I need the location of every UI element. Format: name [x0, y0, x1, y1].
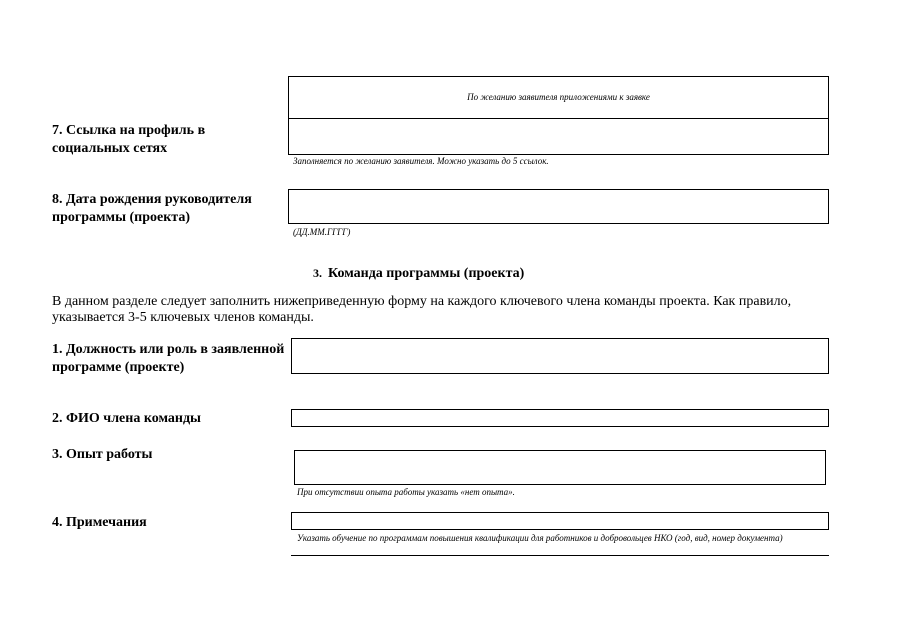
- leader-birthdate-input[interactable]: [288, 189, 829, 224]
- previous-field-note: По желанию заявителя приложениями к заявке: [467, 92, 650, 102]
- team-role-label: 1. Должность или роль в заявленной программе (проекте): [52, 342, 285, 375]
- team-notes-hint: Указать обучение по программам повышения квалификации для работников и добровольцев НКО (год, вид, номер документа): [297, 533, 783, 543]
- social-profile-label: 7. Ссылка на профиль в социальных сетях: [52, 123, 206, 156]
- team-experience-label: 3. Опыт работы: [52, 447, 153, 462]
- team-role-input[interactable]: [291, 338, 829, 374]
- team-name-label: 2. ФИО члена команды: [52, 411, 201, 426]
- section-description: В данном разделе следует заполнить нижеприведенную форму на каждого ключевого члена команды проекта. Как правило, указывается 3-5 ключевых членов команды.: [52, 294, 792, 325]
- leader-birthdate-hint: (ДД.ММ.ГГГГ): [293, 227, 351, 237]
- section-title-text: Команда программы (проекта): [328, 266, 525, 281]
- team-name-input[interactable]: [291, 409, 829, 427]
- leader-birthdate-label: 8. Дата рождения руководителя программы (проекта): [52, 192, 252, 225]
- social-profile-input[interactable]: [288, 118, 829, 155]
- section-title: [313, 264, 524, 283]
- team-experience-hint: При отсутствии опыта работы указать «нет опыта».: [297, 487, 515, 497]
- social-profile-hint: Заполняется по желанию заявителя. Можно указать до 5 ссылок.: [293, 156, 549, 166]
- section-number: 3.: [313, 266, 322, 280]
- previous-field-box[interactable]: [288, 76, 829, 119]
- team-experience-input[interactable]: [294, 450, 826, 485]
- team-notes-underline: [291, 555, 829, 556]
- team-notes-label: 4. Примечания: [52, 515, 147, 530]
- team-notes-input[interactable]: [291, 512, 829, 530]
